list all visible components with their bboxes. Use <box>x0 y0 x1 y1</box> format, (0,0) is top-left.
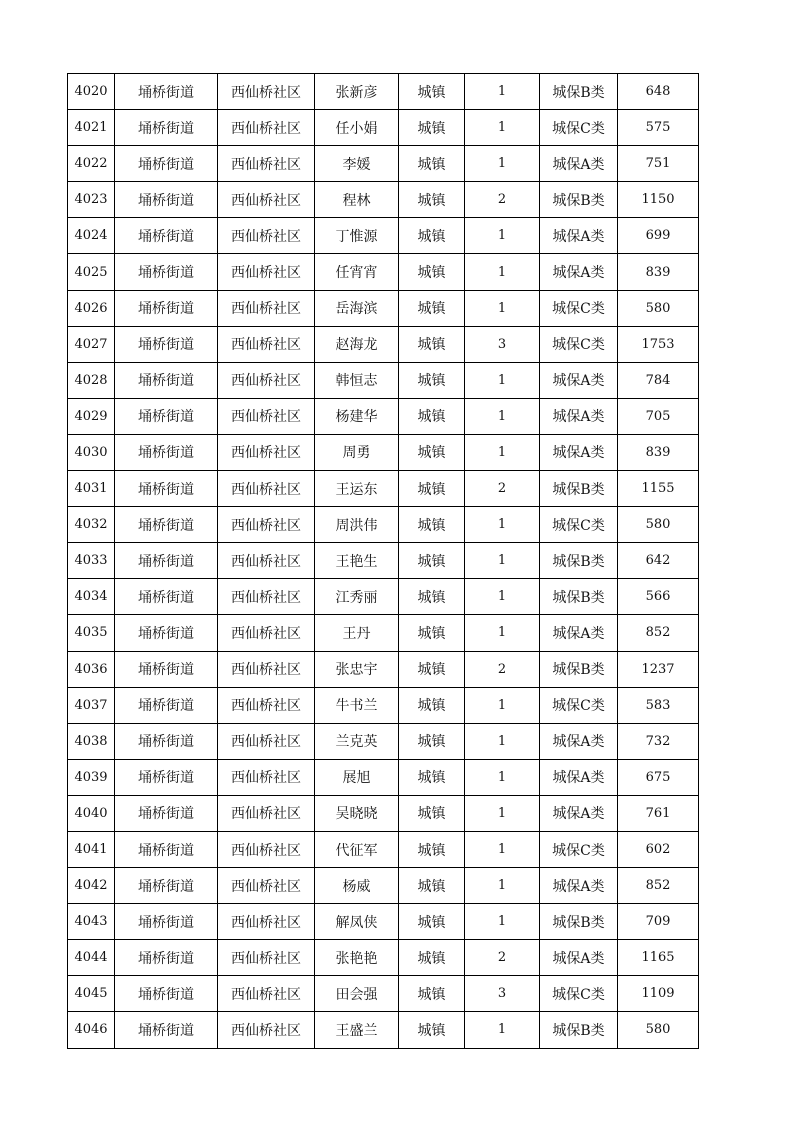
cell-street: 埇桥街道 <box>115 687 218 723</box>
table-row <box>68 831 699 867</box>
cell-household-size: 2 <box>465 940 540 976</box>
cell-area-type: 城镇 <box>399 326 465 362</box>
cell-category: 城保C类 <box>540 290 618 326</box>
cell-street: 埇桥街道 <box>115 976 218 1012</box>
cell-amount: 761 <box>618 795 699 831</box>
cell-household-size: 2 <box>465 471 540 507</box>
cell-category: 城保A类 <box>540 362 618 398</box>
cell-amount: 839 <box>618 254 699 290</box>
cell-street: 埇桥街道 <box>115 868 218 904</box>
cell-community: 西仙桥社区 <box>218 110 315 146</box>
cell-community: 西仙桥社区 <box>218 182 315 218</box>
table-row <box>68 434 699 470</box>
cell-area-type: 城镇 <box>399 110 465 146</box>
cell-street: 埇桥街道 <box>115 940 218 976</box>
cell-street: 埇桥街道 <box>115 507 218 543</box>
cell-street: 埇桥街道 <box>115 471 218 507</box>
cell-name: 任宵宵 <box>315 254 399 290</box>
cell-amount: 699 <box>618 218 699 254</box>
cell-amount: 580 <box>618 507 699 543</box>
table-row <box>68 795 699 831</box>
cell-record-id: 4023 <box>68 182 115 218</box>
cell-record-id: 4025 <box>68 254 115 290</box>
cell-community: 西仙桥社区 <box>218 904 315 940</box>
table-row <box>68 940 699 976</box>
cell-name: 周洪伟 <box>315 507 399 543</box>
table-row <box>68 290 699 326</box>
cell-area-type: 城镇 <box>399 434 465 470</box>
cell-category: 城保A类 <box>540 940 618 976</box>
cell-household-size: 2 <box>465 182 540 218</box>
cell-category: 城保B类 <box>540 543 618 579</box>
cell-name: 吴晓晓 <box>315 795 399 831</box>
cell-category: 城保B类 <box>540 1012 618 1048</box>
cell-name: 张新彦 <box>315 74 399 110</box>
cell-record-id: 4040 <box>68 795 115 831</box>
cell-household-size: 1 <box>465 723 540 759</box>
cell-street: 埇桥街道 <box>115 362 218 398</box>
cell-record-id: 4042 <box>68 868 115 904</box>
cell-community: 西仙桥社区 <box>218 579 315 615</box>
cell-record-id: 4027 <box>68 326 115 362</box>
cell-record-id: 4032 <box>68 507 115 543</box>
cell-amount: 1753 <box>618 326 699 362</box>
cell-household-size: 1 <box>465 904 540 940</box>
cell-category: 城保A类 <box>540 868 618 904</box>
cell-category: 城保B类 <box>540 579 618 615</box>
cell-record-id: 4024 <box>68 218 115 254</box>
cell-amount: 580 <box>618 290 699 326</box>
cell-area-type: 城镇 <box>399 579 465 615</box>
cell-name: 岳海滨 <box>315 290 399 326</box>
cell-area-type: 城镇 <box>399 218 465 254</box>
table-row <box>68 110 699 146</box>
cell-street: 埇桥街道 <box>115 795 218 831</box>
cell-category: 城保C类 <box>540 687 618 723</box>
cell-area-type: 城镇 <box>399 795 465 831</box>
cell-household-size: 1 <box>465 362 540 398</box>
cell-street: 埇桥街道 <box>115 290 218 326</box>
cell-area-type: 城镇 <box>399 362 465 398</box>
cell-street: 埇桥街道 <box>115 759 218 795</box>
cell-name: 张艳艳 <box>315 940 399 976</box>
cell-area-type: 城镇 <box>399 398 465 434</box>
table-row <box>68 1012 699 1048</box>
table-row <box>68 976 699 1012</box>
cell-amount: 566 <box>618 579 699 615</box>
cell-street: 埇桥街道 <box>115 182 218 218</box>
data-table <box>67 73 699 1049</box>
cell-name: 王艳生 <box>315 543 399 579</box>
cell-name: 任小娟 <box>315 110 399 146</box>
cell-record-id: 4046 <box>68 1012 115 1048</box>
cell-category: 城保C类 <box>540 507 618 543</box>
cell-amount: 648 <box>618 74 699 110</box>
cell-street: 埇桥街道 <box>115 651 218 687</box>
cell-amount: 852 <box>618 615 699 651</box>
cell-household-size: 3 <box>465 326 540 362</box>
cell-amount: 602 <box>618 831 699 867</box>
cell-record-id: 4041 <box>68 831 115 867</box>
cell-name: 王盛兰 <box>315 1012 399 1048</box>
cell-record-id: 4045 <box>68 976 115 1012</box>
table-row <box>68 615 699 651</box>
cell-record-id: 4021 <box>68 110 115 146</box>
cell-amount: 784 <box>618 362 699 398</box>
cell-street: 埇桥街道 <box>115 831 218 867</box>
table-row <box>68 868 699 904</box>
cell-amount: 852 <box>618 868 699 904</box>
table-row <box>68 759 699 795</box>
cell-community: 西仙桥社区 <box>218 290 315 326</box>
cell-household-size: 3 <box>465 976 540 1012</box>
cell-area-type: 城镇 <box>399 976 465 1012</box>
cell-area-type: 城镇 <box>399 687 465 723</box>
table-row <box>68 904 699 940</box>
cell-street: 埇桥街道 <box>115 434 218 470</box>
cell-area-type: 城镇 <box>399 723 465 759</box>
cell-category: 城保B类 <box>540 904 618 940</box>
table-row <box>68 471 699 507</box>
table-row <box>68 74 699 110</box>
cell-category: 城保A类 <box>540 434 618 470</box>
cell-community: 西仙桥社区 <box>218 723 315 759</box>
cell-street: 埇桥街道 <box>115 904 218 940</box>
cell-name: 代征军 <box>315 831 399 867</box>
cell-category: 城保B类 <box>540 651 618 687</box>
cell-amount: 1165 <box>618 940 699 976</box>
cell-category: 城保A类 <box>540 146 618 182</box>
cell-record-id: 4035 <box>68 615 115 651</box>
cell-name: 王运东 <box>315 471 399 507</box>
cell-community: 西仙桥社区 <box>218 976 315 1012</box>
cell-category: 城保A类 <box>540 254 618 290</box>
cell-area-type: 城镇 <box>399 615 465 651</box>
cell-amount: 583 <box>618 687 699 723</box>
cell-category: 城保A类 <box>540 723 618 759</box>
table-row <box>68 146 699 182</box>
cell-name: 牛书兰 <box>315 687 399 723</box>
cell-record-id: 4033 <box>68 543 115 579</box>
cell-area-type: 城镇 <box>399 471 465 507</box>
cell-community: 西仙桥社区 <box>218 759 315 795</box>
table-row <box>68 254 699 290</box>
cell-household-size: 2 <box>465 651 540 687</box>
cell-household-size: 1 <box>465 254 540 290</box>
cell-category: 城保A类 <box>540 218 618 254</box>
cell-street: 埇桥街道 <box>115 110 218 146</box>
table-row <box>68 723 699 759</box>
cell-area-type: 城镇 <box>399 507 465 543</box>
cell-household-size: 1 <box>465 218 540 254</box>
cell-amount: 709 <box>618 904 699 940</box>
cell-amount: 732 <box>618 723 699 759</box>
cell-amount: 1150 <box>618 182 699 218</box>
table-row <box>68 326 699 362</box>
cell-amount: 1237 <box>618 651 699 687</box>
cell-record-id: 4034 <box>68 579 115 615</box>
cell-household-size: 1 <box>465 434 540 470</box>
cell-household-size: 1 <box>465 868 540 904</box>
cell-household-size: 1 <box>465 687 540 723</box>
cell-street: 埇桥街道 <box>115 74 218 110</box>
cell-community: 西仙桥社区 <box>218 1012 315 1048</box>
cell-street: 埇桥街道 <box>115 1012 218 1048</box>
cell-amount: 751 <box>618 146 699 182</box>
cell-street: 埇桥街道 <box>115 615 218 651</box>
cell-community: 西仙桥社区 <box>218 326 315 362</box>
cell-household-size: 1 <box>465 831 540 867</box>
cell-street: 埇桥街道 <box>115 543 218 579</box>
cell-area-type: 城镇 <box>399 74 465 110</box>
cell-area-type: 城镇 <box>399 868 465 904</box>
cell-community: 西仙桥社区 <box>218 831 315 867</box>
cell-area-type: 城镇 <box>399 940 465 976</box>
cell-community: 西仙桥社区 <box>218 146 315 182</box>
cell-community: 西仙桥社区 <box>218 434 315 470</box>
table-row <box>68 543 699 579</box>
cell-record-id: 4038 <box>68 723 115 759</box>
table-row <box>68 507 699 543</box>
table-row <box>68 687 699 723</box>
cell-area-type: 城镇 <box>399 290 465 326</box>
cell-street: 埇桥街道 <box>115 326 218 362</box>
cell-community: 西仙桥社区 <box>218 471 315 507</box>
cell-category: 城保A类 <box>540 795 618 831</box>
cell-street: 埇桥街道 <box>115 723 218 759</box>
cell-household-size: 1 <box>465 795 540 831</box>
table-row <box>68 182 699 218</box>
cell-area-type: 城镇 <box>399 759 465 795</box>
cell-amount: 642 <box>618 543 699 579</box>
cell-community: 西仙桥社区 <box>218 687 315 723</box>
cell-area-type: 城镇 <box>399 831 465 867</box>
cell-household-size: 1 <box>465 579 540 615</box>
cell-name: 张忠宇 <box>315 651 399 687</box>
cell-category: 城保A类 <box>540 615 618 651</box>
cell-community: 西仙桥社区 <box>218 254 315 290</box>
cell-community: 西仙桥社区 <box>218 795 315 831</box>
table-body <box>68 74 699 1049</box>
cell-category: 城保C类 <box>540 831 618 867</box>
cell-name: 江秀丽 <box>315 579 399 615</box>
cell-area-type: 城镇 <box>399 651 465 687</box>
cell-record-id: 4029 <box>68 398 115 434</box>
cell-name: 兰克英 <box>315 723 399 759</box>
table-row <box>68 579 699 615</box>
cell-amount: 580 <box>618 1012 699 1048</box>
table-row <box>68 651 699 687</box>
cell-household-size: 1 <box>465 759 540 795</box>
cell-category: 城保B类 <box>540 182 618 218</box>
table-row <box>68 362 699 398</box>
cell-household-size: 1 <box>465 146 540 182</box>
cell-amount: 1155 <box>618 471 699 507</box>
cell-record-id: 4020 <box>68 74 115 110</box>
cell-category: 城保C类 <box>540 976 618 1012</box>
cell-name: 解凤侠 <box>315 904 399 940</box>
cell-household-size: 1 <box>465 543 540 579</box>
cell-area-type: 城镇 <box>399 543 465 579</box>
cell-record-id: 4043 <box>68 904 115 940</box>
cell-category: 城保C类 <box>540 110 618 146</box>
cell-record-id: 4037 <box>68 687 115 723</box>
cell-record-id: 4026 <box>68 290 115 326</box>
cell-community: 西仙桥社区 <box>218 362 315 398</box>
cell-name: 李媛 <box>315 146 399 182</box>
cell-amount: 675 <box>618 759 699 795</box>
cell-category: 城保B类 <box>540 74 618 110</box>
cell-household-size: 1 <box>465 110 540 146</box>
cell-community: 西仙桥社区 <box>218 507 315 543</box>
cell-name: 杨威 <box>315 868 399 904</box>
cell-community: 西仙桥社区 <box>218 218 315 254</box>
cell-name: 田会强 <box>315 976 399 1012</box>
cell-household-size: 1 <box>465 615 540 651</box>
cell-area-type: 城镇 <box>399 904 465 940</box>
cell-area-type: 城镇 <box>399 146 465 182</box>
cell-name: 周勇 <box>315 434 399 470</box>
cell-community: 西仙桥社区 <box>218 868 315 904</box>
cell-household-size: 1 <box>465 398 540 434</box>
cell-category: 城保B类 <box>540 471 618 507</box>
cell-community: 西仙桥社区 <box>218 651 315 687</box>
cell-name: 韩恒志 <box>315 362 399 398</box>
cell-community: 西仙桥社区 <box>218 398 315 434</box>
cell-name: 展旭 <box>315 759 399 795</box>
cell-record-id: 4044 <box>68 940 115 976</box>
cell-category: 城保A类 <box>540 759 618 795</box>
cell-street: 埇桥街道 <box>115 579 218 615</box>
cell-amount: 575 <box>618 110 699 146</box>
cell-category: 城保C类 <box>540 326 618 362</box>
cell-household-size: 1 <box>465 290 540 326</box>
cell-street: 埇桥街道 <box>115 146 218 182</box>
cell-community: 西仙桥社区 <box>218 940 315 976</box>
cell-record-id: 4039 <box>68 759 115 795</box>
cell-street: 埇桥街道 <box>115 398 218 434</box>
cell-record-id: 4036 <box>68 651 115 687</box>
cell-name: 王丹 <box>315 615 399 651</box>
cell-name: 杨建华 <box>315 398 399 434</box>
cell-street: 埇桥街道 <box>115 218 218 254</box>
cell-record-id: 4022 <box>68 146 115 182</box>
cell-area-type: 城镇 <box>399 1012 465 1048</box>
cell-amount: 705 <box>618 398 699 434</box>
cell-name: 赵海龙 <box>315 326 399 362</box>
cell-community: 西仙桥社区 <box>218 615 315 651</box>
cell-household-size: 1 <box>465 74 540 110</box>
table-row <box>68 398 699 434</box>
cell-area-type: 城镇 <box>399 254 465 290</box>
cell-category: 城保A类 <box>540 398 618 434</box>
cell-record-id: 4028 <box>68 362 115 398</box>
cell-name: 程林 <box>315 182 399 218</box>
cell-household-size: 1 <box>465 1012 540 1048</box>
cell-household-size: 1 <box>465 507 540 543</box>
cell-amount: 1109 <box>618 976 699 1012</box>
cell-community: 西仙桥社区 <box>218 543 315 579</box>
cell-street: 埇桥街道 <box>115 254 218 290</box>
cell-area-type: 城镇 <box>399 182 465 218</box>
cell-amount: 839 <box>618 434 699 470</box>
cell-record-id: 4031 <box>68 471 115 507</box>
cell-community: 西仙桥社区 <box>218 74 315 110</box>
cell-name: 丁惟源 <box>315 218 399 254</box>
cell-record-id: 4030 <box>68 434 115 470</box>
table-row <box>68 218 699 254</box>
